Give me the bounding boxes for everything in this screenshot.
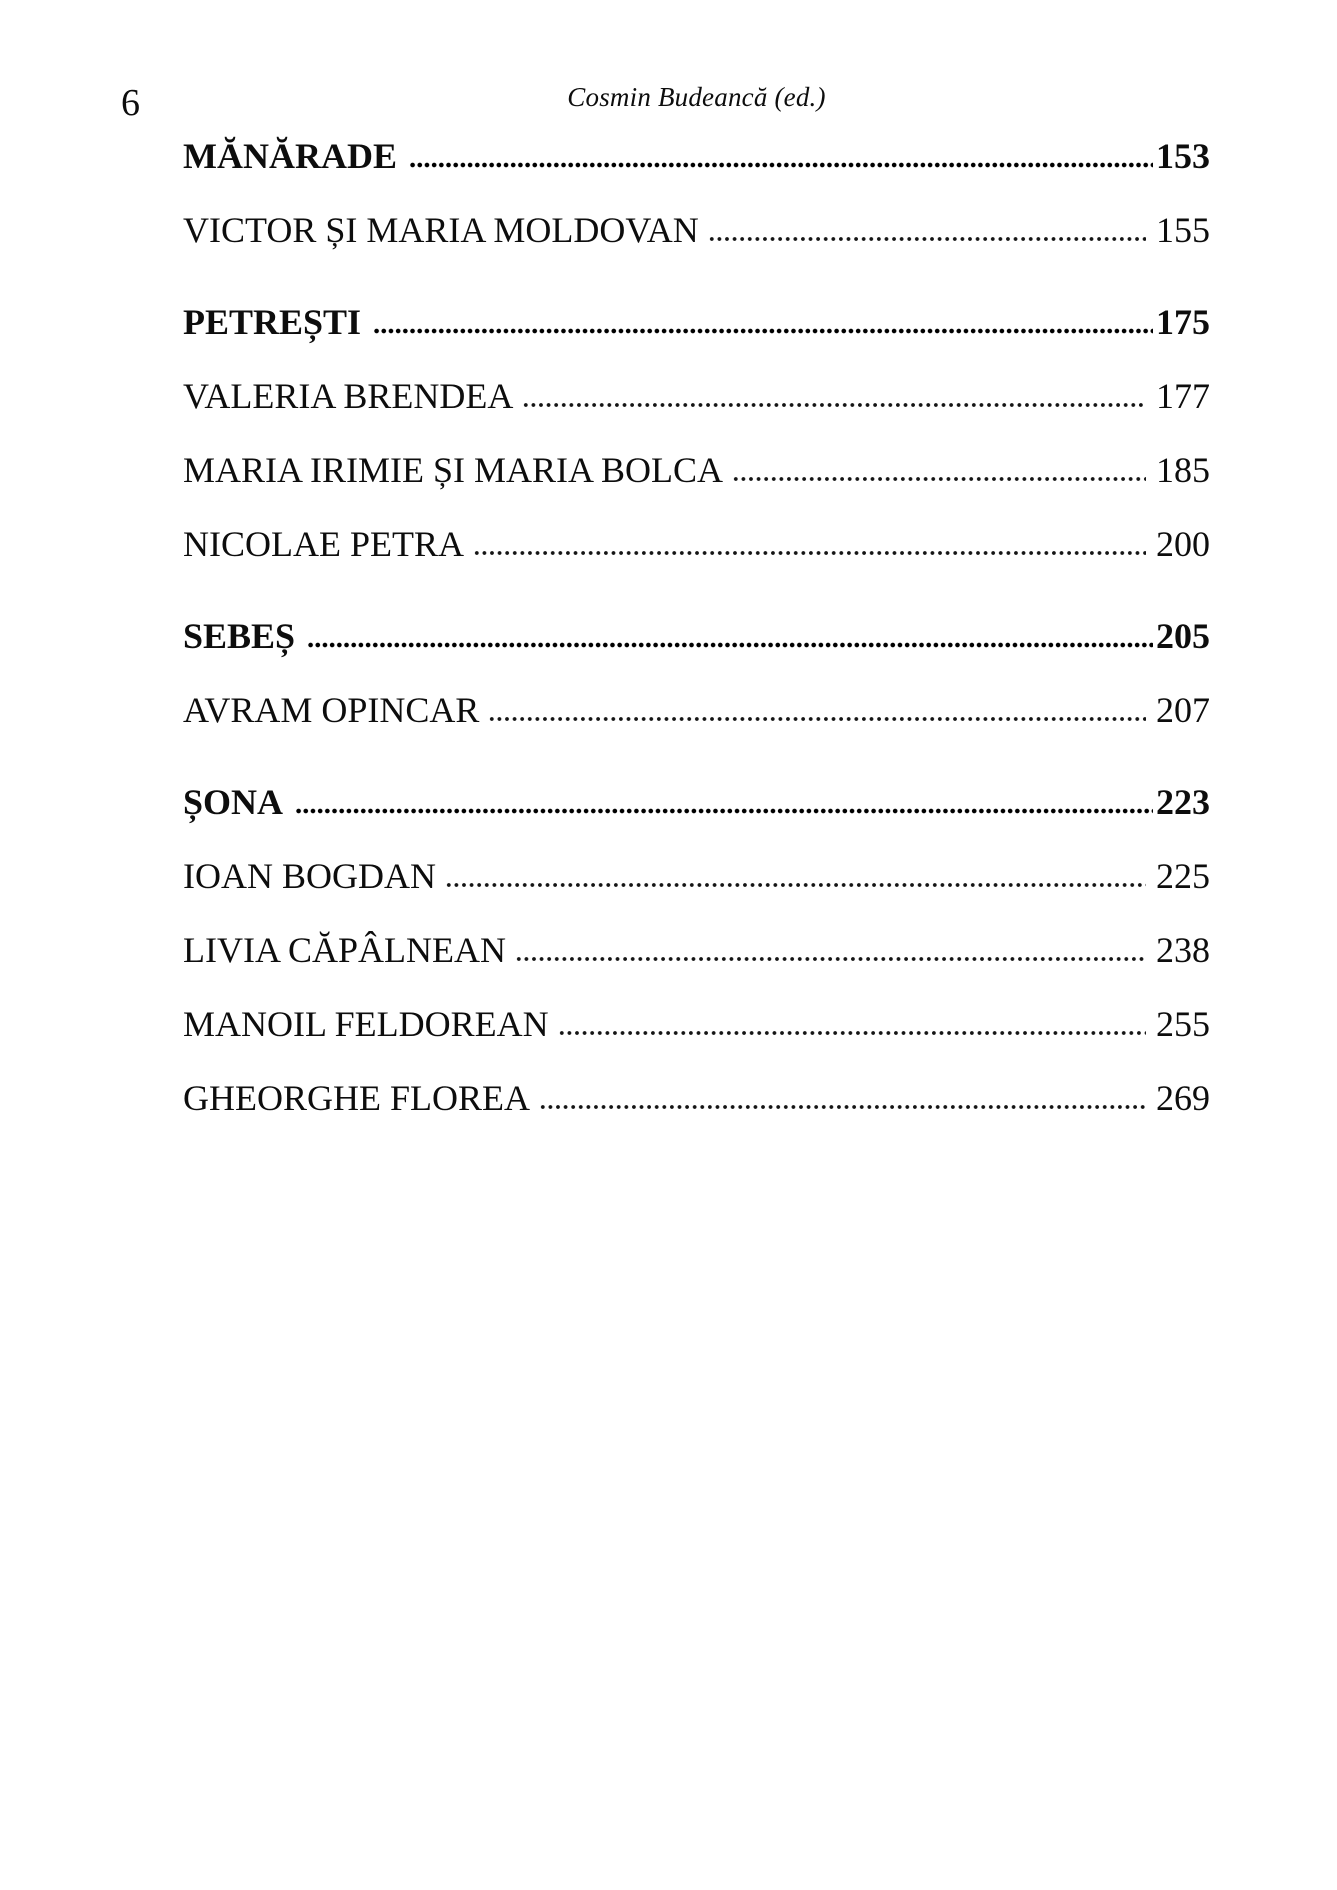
dot-leader bbox=[708, 236, 1146, 242]
dot-leader bbox=[409, 162, 1153, 168]
dot-leader bbox=[473, 550, 1146, 556]
dot-leader bbox=[307, 642, 1153, 648]
toc-entry-label: VALERIA BRENDEA bbox=[183, 376, 514, 416]
toc-row bbox=[183, 1076, 1210, 1120]
toc-entry-label: PETREȘTI bbox=[183, 302, 362, 342]
toc-entry-label: LIVIA CĂPÂLNEAN bbox=[183, 930, 506, 970]
toc-entry-page: 207 bbox=[1156, 690, 1210, 730]
dot-leader bbox=[522, 402, 1146, 408]
toc-entry-page: 185 bbox=[1156, 450, 1210, 490]
toc-entry-page: 223 bbox=[1156, 782, 1210, 822]
toc-entry-label: NICOLAE PETRA bbox=[183, 524, 464, 564]
toc-entry-label: ȘONA bbox=[183, 782, 284, 822]
toc-row bbox=[183, 928, 1210, 972]
toc-row bbox=[183, 208, 1210, 252]
dot-leader bbox=[515, 956, 1146, 962]
toc-row bbox=[183, 854, 1210, 898]
toc-row bbox=[183, 1002, 1210, 1046]
toc-row bbox=[183, 134, 1210, 178]
toc-entry-label: SEBEȘ bbox=[183, 616, 296, 656]
toc-entry-label: MARIA IRIMIE ȘI MARIA BOLCA bbox=[183, 450, 724, 490]
toc-row bbox=[183, 300, 1210, 344]
dot-leader bbox=[445, 882, 1146, 888]
toc-row bbox=[183, 374, 1210, 418]
toc-entry-page: 153 bbox=[1156, 136, 1210, 176]
toc-entry-page: 155 bbox=[1156, 210, 1210, 250]
toc-entry-page: 205 bbox=[1156, 616, 1210, 656]
dot-leader bbox=[295, 808, 1153, 814]
dot-leader bbox=[373, 328, 1153, 334]
toc-entry-label: MANOIL FELDOREAN bbox=[183, 1004, 549, 1044]
toc-entry-page: 175 bbox=[1156, 302, 1210, 342]
dot-leader bbox=[539, 1104, 1146, 1110]
dot-leader bbox=[488, 716, 1146, 722]
toc-entry-label: MĂNĂRADE bbox=[183, 136, 397, 176]
toc-row bbox=[183, 614, 1210, 658]
toc-list bbox=[183, 134, 1210, 1120]
toc-entry-label: AVRAM OPINCAR bbox=[183, 690, 480, 730]
dot-leader bbox=[732, 476, 1146, 482]
dot-leader bbox=[558, 1030, 1146, 1036]
toc-entry-page: 200 bbox=[1156, 524, 1210, 564]
toc-entry-page: 255 bbox=[1156, 1004, 1210, 1044]
toc-row bbox=[183, 688, 1210, 732]
toc-entry-page: 177 bbox=[1156, 376, 1210, 416]
toc-entry-label: GHEORGHE FLOREA bbox=[183, 1078, 530, 1118]
toc-entry-page: 269 bbox=[1156, 1078, 1210, 1118]
toc-entry-page: 225 bbox=[1156, 856, 1210, 896]
toc-entry-page: 238 bbox=[1156, 930, 1210, 970]
toc-entry-label: VICTOR ȘI MARIA MOLDOVAN bbox=[183, 210, 699, 250]
running-header: Cosmin Budeancă (ed.) bbox=[567, 82, 826, 112]
page-number: 6 bbox=[121, 82, 140, 124]
toc-entry-label: IOAN BOGDAN bbox=[183, 856, 436, 896]
toc-row bbox=[183, 448, 1210, 492]
toc-row bbox=[183, 522, 1210, 566]
toc-row bbox=[183, 780, 1210, 824]
